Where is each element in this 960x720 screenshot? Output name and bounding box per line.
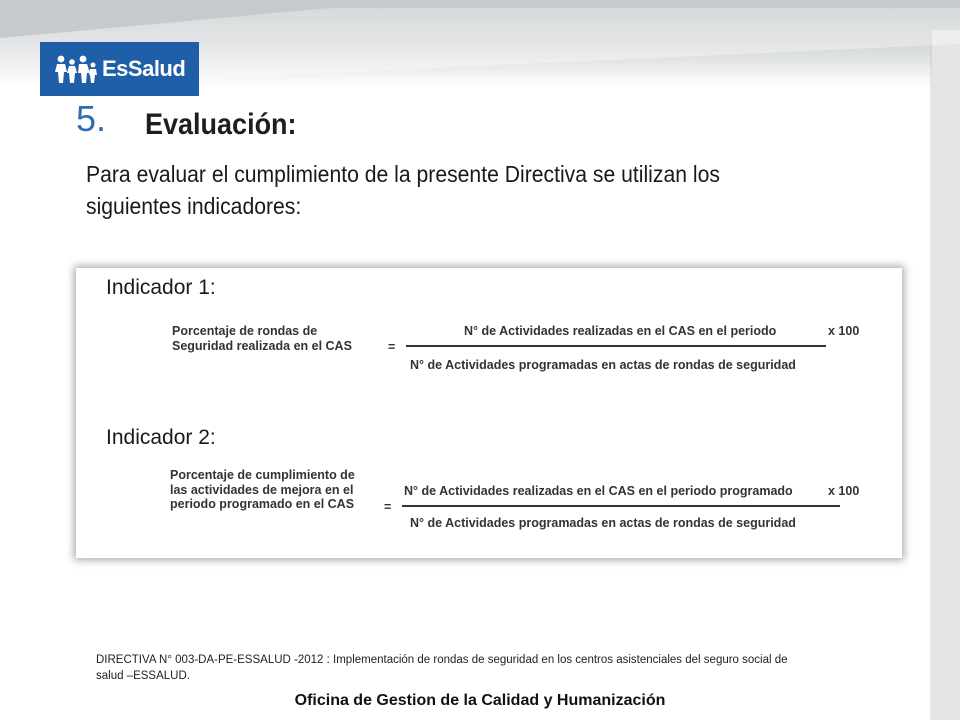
- logo-wordmark: EsSalud: [102, 56, 186, 81]
- family-icon: [54, 54, 98, 84]
- directive-footnote: DIRECTIVA N° 003-DA-PE-ESSALUD -2012 : Implementación de rondas de seguridad en los centros asistenciales del seguro social de salud –ESSALUD.: [96, 654, 788, 682]
- indicator-2-multiplier: x 100: [828, 484, 860, 498]
- indicator-1-denominator: N° de Actividades programadas en actas de rondas de seguridad: [410, 358, 796, 372]
- indicator-1-description: Porcentaje de rondas de Seguridad realizada en el CAS: [172, 324, 352, 353]
- indicator-2-equals: =: [384, 500, 392, 514]
- indicator-1-multiplier: x 100: [828, 324, 860, 338]
- indicator-1-equals: =: [388, 340, 396, 354]
- indicator-1-fraction-line: [406, 345, 826, 347]
- indicator-2-description: Porcentaje de cumplimiento de las actividades de mejora en el periodo programado en el CAS: [170, 468, 355, 511]
- indicators-figure: [76, 268, 902, 558]
- indicator-2-denominator: N° de Actividades programadas en actas de rondas de seguridad: [410, 516, 796, 530]
- indicator-1-heading: Indicador 1:: [106, 276, 216, 299]
- section-title: Evaluación:: [145, 108, 297, 141]
- indicator-2-fraction-line: [402, 505, 840, 507]
- intro-paragraph: Para evaluar el cumplimiento de la presente Directiva se utilizan los siguientes indicadores:: [86, 161, 720, 219]
- indicator-2-numerator: N° de Actividades realizadas en el CAS en el periodo programado: [404, 484, 793, 498]
- indicator-2-heading: Indicador 2:: [106, 426, 216, 449]
- essalud-logo: [40, 42, 199, 96]
- office-footer: Oficina de Gestion de la Calidad y Humanización: [294, 692, 666, 709]
- indicator-1-numerator: N° de Actividades realizadas en el CAS en el periodo: [464, 324, 777, 338]
- section-number: 5.: [76, 98, 107, 139]
